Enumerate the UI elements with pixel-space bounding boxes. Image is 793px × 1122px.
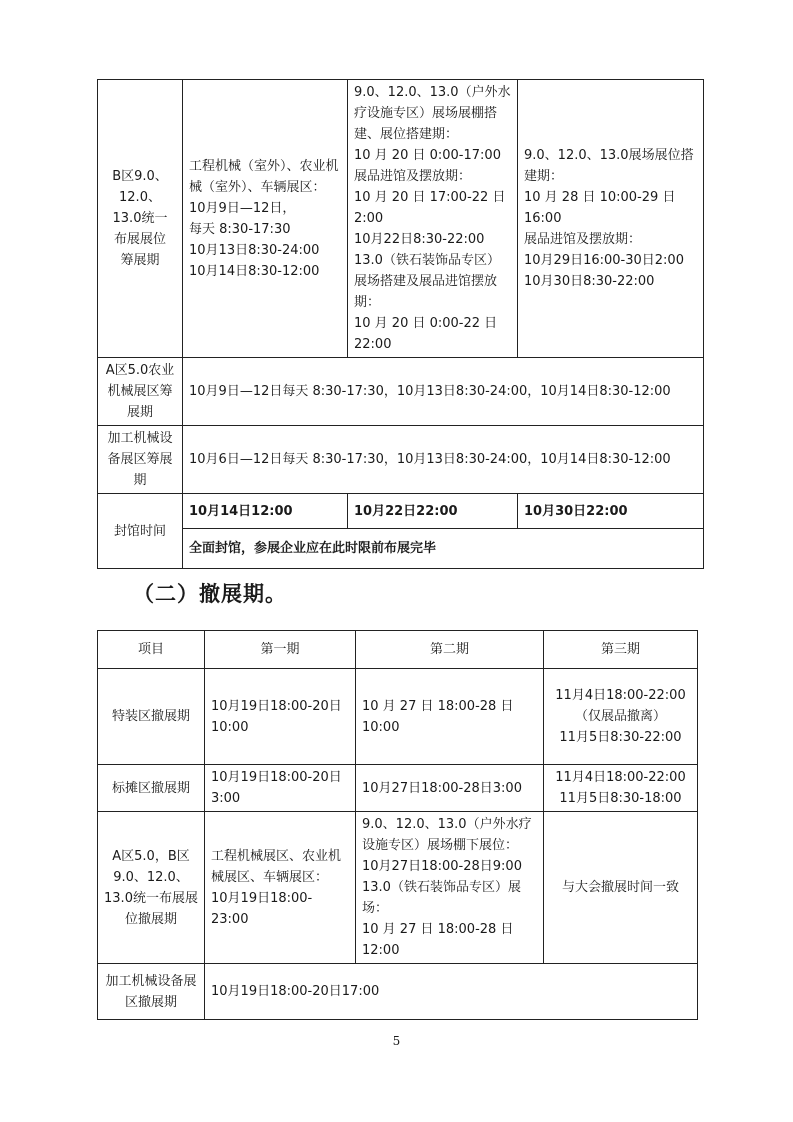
cell-line: 11月5日8:30-22:00 bbox=[559, 730, 682, 745]
cell-line: 13.0（铁石装饰品专区）展场搭建及展品进馆摆放期： bbox=[354, 253, 500, 310]
row-label-special: 特装区撤展期 bbox=[98, 669, 205, 765]
cell-line: 10月19日18:00-23:00 bbox=[211, 890, 313, 927]
cell-line: 10 月 28 日 10:00-29 日 16:00 bbox=[524, 190, 680, 226]
cell-line: 3:00 bbox=[211, 791, 241, 806]
cell-line: 11月4日18:00-22:00 bbox=[555, 688, 686, 703]
setup-schedule-table bbox=[97, 79, 704, 569]
standard-phase1 bbox=[205, 765, 356, 812]
table-row bbox=[98, 358, 704, 426]
cell-line: 12:00 bbox=[362, 943, 400, 958]
cell-line: 每天 8:30-17:30 bbox=[189, 221, 291, 237]
header-phase3: 第三期 bbox=[544, 631, 698, 669]
cell-line: 10月19日18:00-20日 bbox=[211, 698, 342, 714]
cell-line: 10月27日18:00-28日9:00 bbox=[362, 859, 522, 874]
row-label-standard: 标摊区撤展期 bbox=[98, 765, 205, 812]
row-label-a-zone: A区5.0农业机械展区筹展期 bbox=[98, 358, 183, 426]
cell-line: 10月29日16:00-30日2:00 bbox=[524, 253, 684, 268]
cell-line: 10月19日18:00-20日 bbox=[211, 770, 342, 785]
special-phase2 bbox=[356, 669, 544, 765]
special-phase1 bbox=[205, 669, 356, 765]
row-label-unified: A区5.0，B区9.0、12.0、13.0统一布展展位撤展期 bbox=[98, 812, 205, 964]
table-header-row bbox=[98, 631, 698, 669]
processing-zone-value: 10月6日—12日每天 8:30-17:30，10月13日8:30-24:00，10月14日8:30-12:00 bbox=[183, 426, 704, 494]
table-row bbox=[98, 80, 704, 358]
cell-line: 10月14日8:30-12:00 bbox=[189, 263, 320, 279]
cell-line: 10 月 27 日 18:00-28 日 bbox=[362, 698, 514, 714]
cell-line: 10月22日8:30-22:00 bbox=[354, 232, 485, 247]
table-row bbox=[98, 964, 698, 1020]
cell-line: 11月5日8:30-18:00 bbox=[559, 791, 682, 806]
closing-note: 全面封馆，参展企业应在此时限前布展完毕 bbox=[183, 529, 704, 569]
b-zone-phase3-cell bbox=[518, 80, 704, 358]
cell-line: 与大会撤展时间一致 bbox=[561, 880, 679, 895]
cell-line: 10 月 20 日 17:00-22 日 2:00 bbox=[354, 190, 510, 226]
table-row bbox=[98, 494, 704, 529]
page-number: 5 bbox=[392, 1034, 401, 1048]
special-phase3 bbox=[544, 669, 698, 765]
cell-line: 展品进馆及摆放期： bbox=[524, 232, 642, 247]
processing-value: 10月19日18:00-20日17:00 bbox=[205, 964, 698, 1020]
header-phase1: 第一期 bbox=[205, 631, 356, 669]
b-zone-phase1-cell bbox=[183, 80, 348, 358]
cell-line: 11月4日18:00-22:00 bbox=[555, 770, 686, 785]
header-phase2: 第二期 bbox=[356, 631, 544, 669]
cell-line: 9.0、12.0、13.0（户外水疗设施专区）展场棚下展位： bbox=[362, 817, 532, 853]
cell-line: 工程机械（室外）、农业机械（室外）、车辆展区： bbox=[189, 158, 339, 195]
table-row bbox=[98, 812, 698, 964]
table-row bbox=[98, 765, 698, 812]
closing-time-phase3: 10月30日22:00 bbox=[518, 494, 704, 529]
row-label-closing: 封馆时间 bbox=[98, 494, 183, 569]
cell-line: 工程机械展区、农业机械展区、车辆展区： bbox=[211, 848, 342, 885]
b-zone-phase2-cell bbox=[348, 80, 518, 358]
cell-line: 10月30日8:30-22:00 bbox=[524, 274, 655, 289]
closing-time-phase2: 10月22日22:00 bbox=[348, 494, 518, 529]
section-heading: （二）撤展期。 bbox=[133, 582, 287, 606]
cell-line: 10月27日18:00-28日3:00 bbox=[362, 780, 522, 796]
unified-phase2 bbox=[356, 812, 544, 964]
cell-line: 13.0（铁石装饰品专区）展场： bbox=[362, 880, 521, 916]
cell-line: （仅展品撤离） bbox=[574, 709, 666, 724]
table-row bbox=[98, 529, 704, 569]
row-label-processing-zone: 加工机械设备展区筹展期 bbox=[98, 426, 183, 494]
cell-line: 10 月 20 日 0:00-22 日 22:00 bbox=[354, 316, 502, 352]
unified-phase3 bbox=[544, 812, 698, 964]
teardown-schedule-table bbox=[97, 630, 698, 1020]
cell-line: 展品进馆及摆放期： bbox=[354, 169, 472, 184]
row-label-b-zone: B区9.0、12.0、13.0统一布展展位筹展期 bbox=[98, 80, 183, 358]
cell-line: 10:00 bbox=[362, 719, 400, 735]
closing-time-phase1: 10月14日12:00 bbox=[183, 494, 348, 529]
row-label-processing: 加工机械设备展区撤展期 bbox=[98, 964, 205, 1020]
header-item: 项目 bbox=[98, 631, 205, 669]
standard-phase3 bbox=[544, 765, 698, 812]
cell-line: 9.0、12.0、13.0（户外水疗设施专区）展场展棚搭建、展位搭建期： bbox=[354, 85, 511, 142]
table-row bbox=[98, 426, 704, 494]
unified-phase1 bbox=[205, 812, 356, 964]
cell-line: 10 月 27 日 18:00-28 日 bbox=[362, 922, 514, 937]
cell-line: 10月9日—12日， bbox=[189, 200, 296, 216]
cell-line: 9.0、12.0、13.0展场展位搭建期： bbox=[524, 148, 694, 184]
cell-line: 10 月 20 日 0:00-17:00 bbox=[354, 148, 501, 163]
a-zone-value: 10月9日—12日每天 8:30-17:30，10月13日8:30-24:00，10月14日8:30-12:00 bbox=[183, 358, 704, 426]
cell-line: 10:00 bbox=[211, 719, 249, 735]
table-row bbox=[98, 669, 698, 765]
cell-line: 10月13日8:30-24:00 bbox=[189, 242, 320, 258]
standard-phase2 bbox=[356, 765, 544, 812]
